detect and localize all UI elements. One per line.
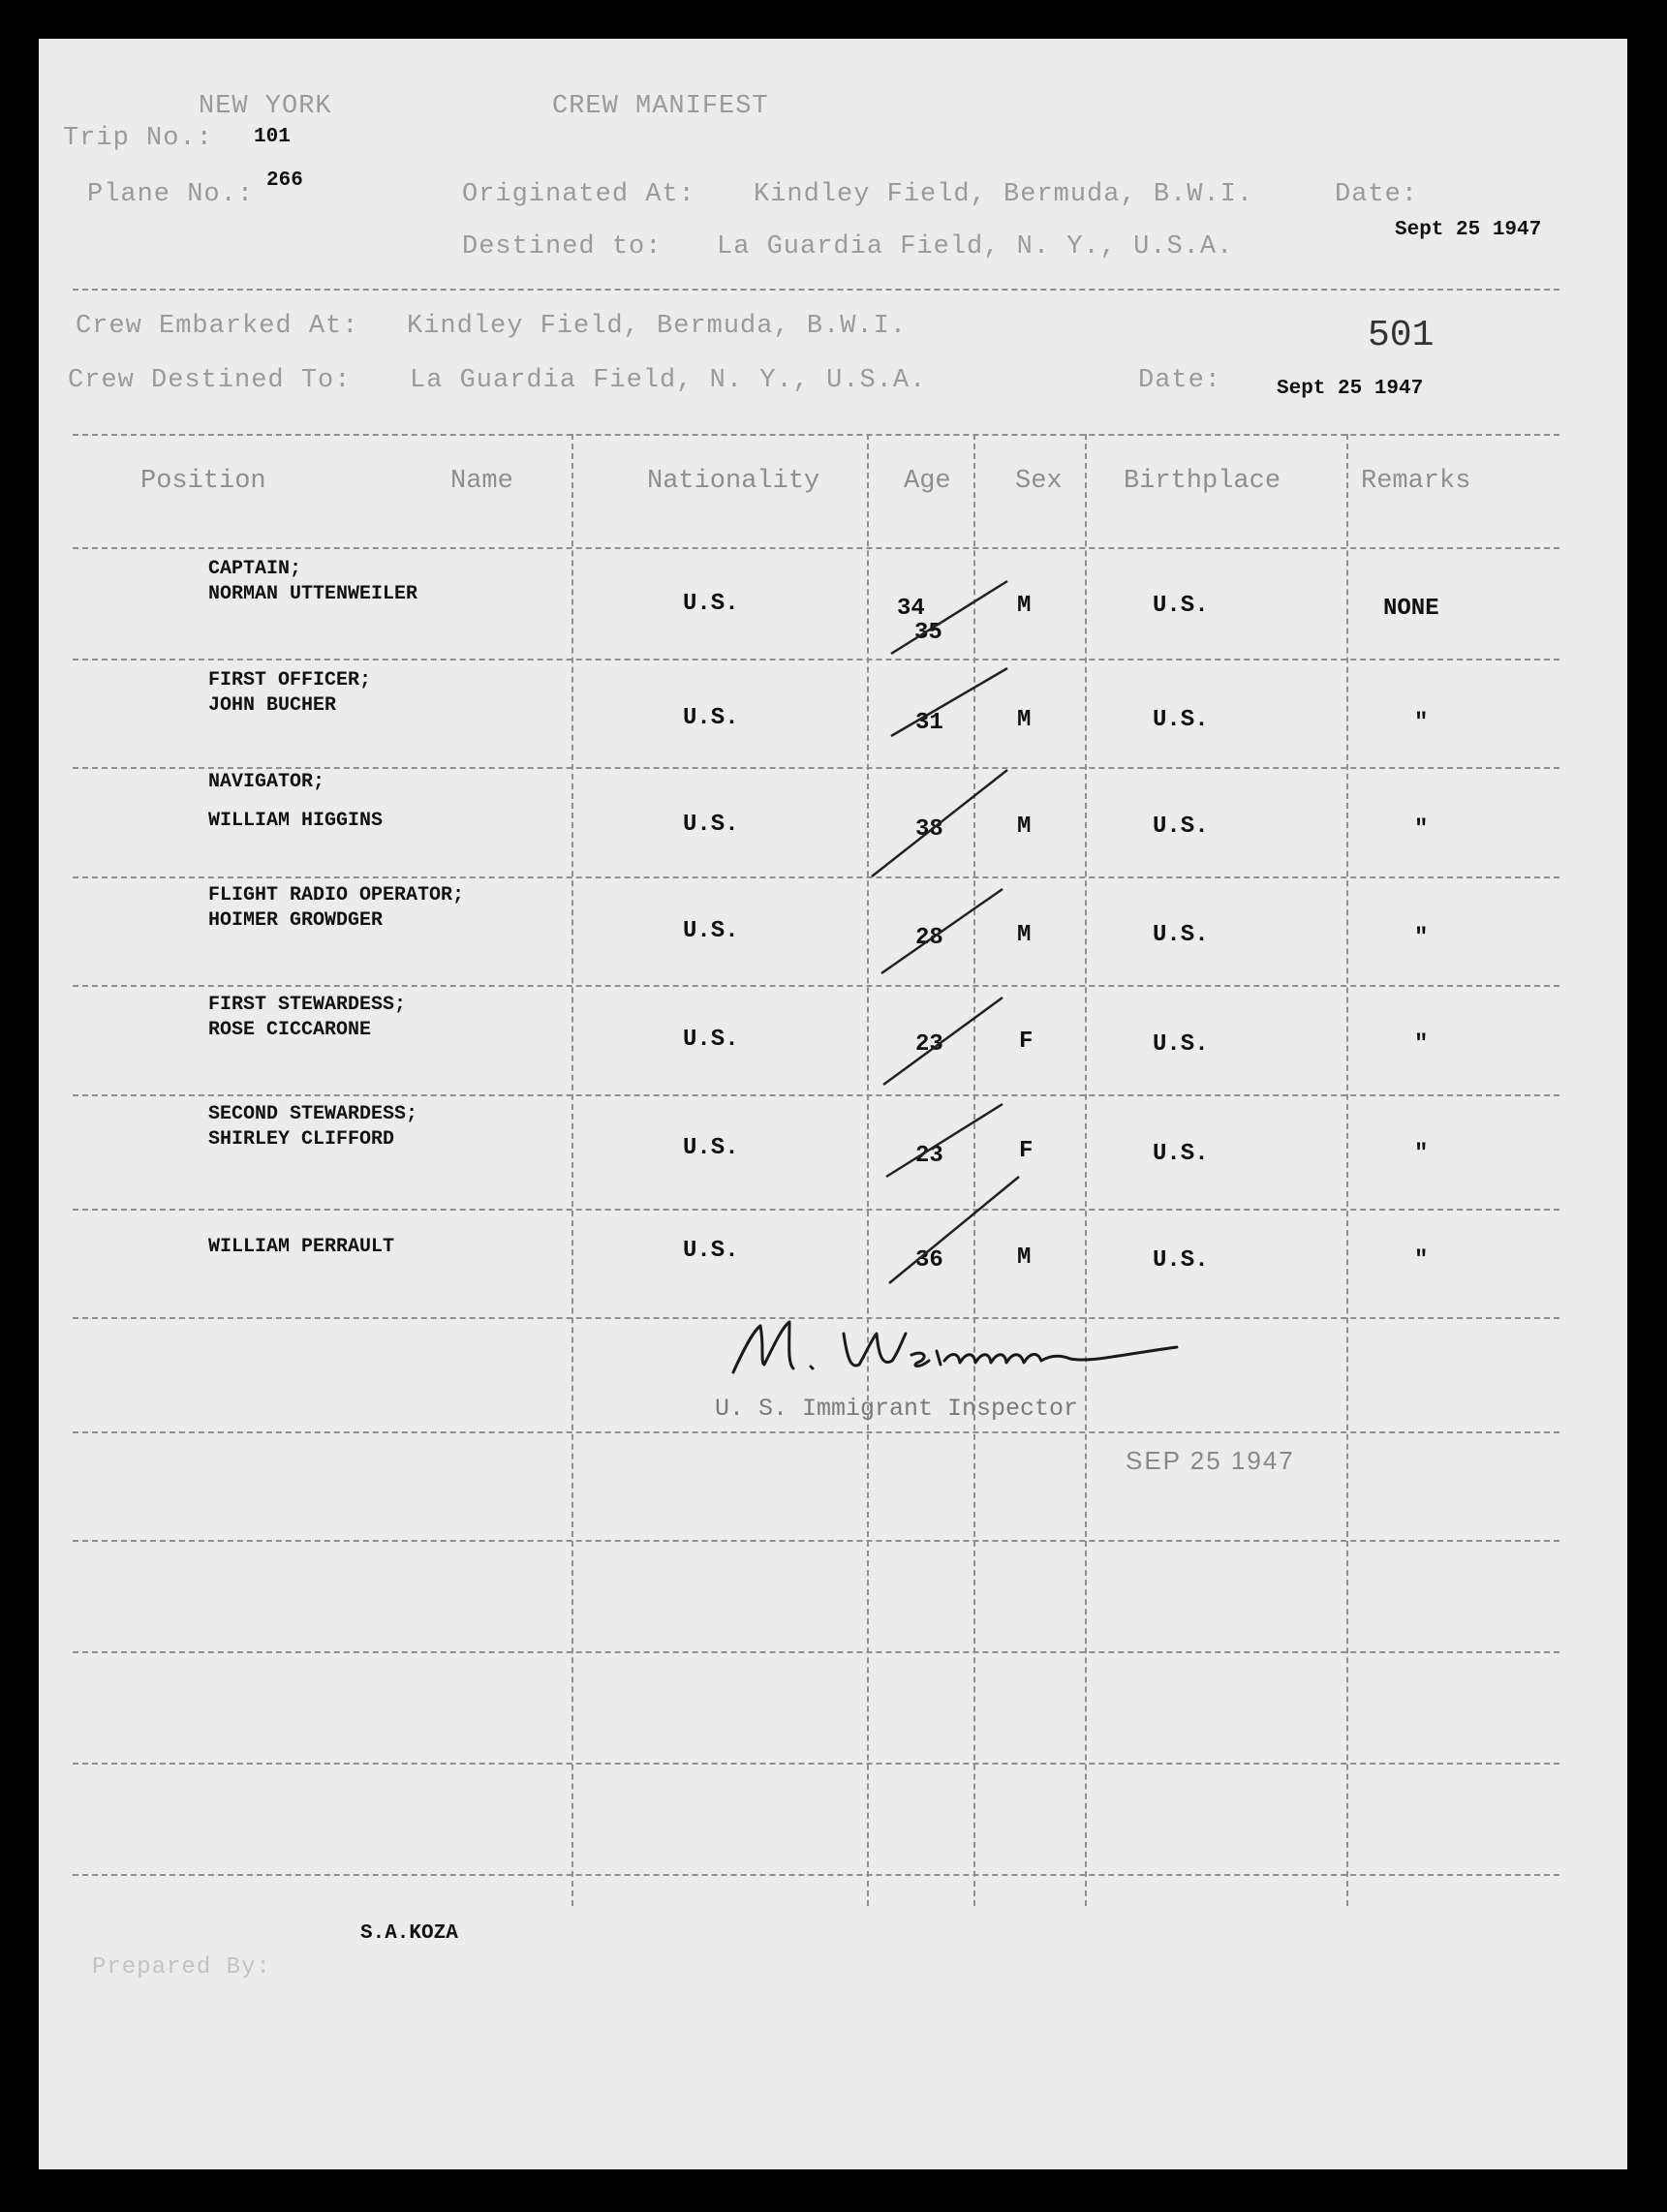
row-name: JOHN BUCHER bbox=[208, 694, 337, 717]
row-age: 31 bbox=[915, 710, 943, 736]
row-position: NAVIGATOR; bbox=[208, 771, 325, 793]
row-birthplace: U.S. bbox=[1153, 1141, 1209, 1167]
crew-embarked-value: Kindley Field, Bermuda, B.W.I. bbox=[407, 312, 908, 341]
trip-number: 101 bbox=[254, 126, 291, 148]
row-name: SHIRLEY CLIFFORD bbox=[208, 1128, 395, 1151]
row-name: WILLIAM PERRAULT bbox=[208, 1236, 395, 1258]
row-position: CAPTAIN; bbox=[208, 558, 302, 580]
row-age: 23 bbox=[915, 1031, 943, 1058]
prepared-label: Prepared By: bbox=[92, 1954, 271, 1981]
row-name: WILLIAM HIGGINS bbox=[208, 810, 384, 832]
row-age: 36 bbox=[915, 1247, 943, 1274]
crew-destined-value: La Guardia Field, N. Y., U.S.A. bbox=[410, 366, 927, 395]
row-remarks: " bbox=[1414, 925, 1429, 951]
col-header-sex: Sex bbox=[1015, 467, 1063, 496]
row-birthplace: U.S. bbox=[1153, 814, 1209, 840]
col-header-nationality: Nationality bbox=[647, 467, 820, 496]
row-remarks: " bbox=[1414, 1247, 1429, 1274]
originated-label: Originated At: bbox=[462, 180, 695, 209]
row-position: FLIGHT RADIO OPERATOR; bbox=[208, 884, 465, 906]
col-header-remarks: Remarks bbox=[1361, 467, 1471, 496]
stamp-date: SEP 25 1947 bbox=[1126, 1446, 1295, 1475]
row-nationality: U.S. bbox=[683, 591, 739, 617]
row-sex: M bbox=[1017, 814, 1032, 840]
plane-label: Plane No.: bbox=[87, 180, 255, 209]
row-position: FIRST OFFICER; bbox=[208, 669, 372, 691]
document-title: CREW MANIFEST bbox=[552, 92, 769, 121]
port-name: NEW YORK bbox=[199, 92, 332, 121]
row-position: SECOND STEWARDESS; bbox=[208, 1103, 418, 1125]
row-remarks: NONE bbox=[1383, 596, 1439, 622]
row-sex: M bbox=[1017, 1244, 1032, 1271]
row-remarks: " bbox=[1414, 816, 1429, 843]
row-remarks: " bbox=[1414, 1031, 1429, 1058]
col-header-birthplace: Birthplace bbox=[1124, 467, 1281, 496]
crew-destined-label: Crew Destined To: bbox=[68, 366, 352, 395]
date-label: Date: bbox=[1138, 366, 1222, 395]
row-name: HOIMER GROWDGER bbox=[208, 909, 384, 932]
date-value: Sept 25 1947 bbox=[1277, 378, 1424, 400]
row-age-corrected: 35 bbox=[914, 620, 942, 646]
row-remarks: " bbox=[1414, 1141, 1429, 1167]
row-birthplace: U.S. bbox=[1153, 707, 1209, 733]
row-birthplace: U.S. bbox=[1153, 593, 1209, 619]
row-remarks: " bbox=[1414, 710, 1429, 736]
trip-label: Trip No.: bbox=[63, 124, 213, 153]
plane-number: 266 bbox=[266, 169, 303, 192]
date-label-top: Date: bbox=[1335, 180, 1419, 209]
inspector-title: U. S. Immigrant Inspector bbox=[715, 1395, 1079, 1423]
row-name: ROSE CICCARONE bbox=[208, 1019, 372, 1041]
row-age: 28 bbox=[915, 925, 943, 951]
col-header-age: Age bbox=[904, 467, 951, 496]
row-nationality: U.S. bbox=[683, 1135, 739, 1161]
destined-label: Destined to: bbox=[462, 232, 663, 261]
row-nationality: U.S. bbox=[683, 918, 739, 944]
row-age: 23 bbox=[915, 1143, 943, 1169]
row-nationality: U.S. bbox=[683, 812, 739, 838]
row-position: FIRST STEWARDESS; bbox=[208, 994, 407, 1016]
crew-embarked-label: Crew Embarked At: bbox=[76, 312, 359, 341]
inspector-signature bbox=[722, 1312, 1264, 1399]
typed-by: S.A.KOZA bbox=[360, 1922, 458, 1945]
row-sex: M bbox=[1017, 922, 1032, 948]
row-name: NORMAN UTTENWEILER bbox=[208, 583, 418, 605]
row-sex: M bbox=[1017, 593, 1032, 619]
row-age: 34 bbox=[897, 596, 925, 622]
row-sex: F bbox=[1019, 1029, 1034, 1055]
stamp-number: 501 bbox=[1368, 315, 1435, 356]
row-nationality: U.S. bbox=[683, 1238, 739, 1264]
date-top: Sept 25 1947 bbox=[1395, 219, 1542, 241]
originated-value: Kindley Field, Bermuda, B.W.I. bbox=[754, 180, 1254, 209]
row-birthplace: U.S. bbox=[1153, 1247, 1209, 1274]
row-nationality: U.S. bbox=[683, 1027, 739, 1053]
row-age: 38 bbox=[915, 816, 943, 843]
destined-value: La Guardia Field, N. Y., U.S.A. bbox=[717, 232, 1234, 261]
row-sex: F bbox=[1019, 1138, 1034, 1164]
col-header-name: Name bbox=[450, 467, 513, 496]
row-birthplace: U.S. bbox=[1153, 1031, 1209, 1058]
row-nationality: U.S. bbox=[683, 705, 739, 731]
col-header-position: Position bbox=[140, 467, 266, 496]
row-birthplace: U.S. bbox=[1153, 922, 1209, 948]
row-sex: M bbox=[1017, 707, 1032, 733]
